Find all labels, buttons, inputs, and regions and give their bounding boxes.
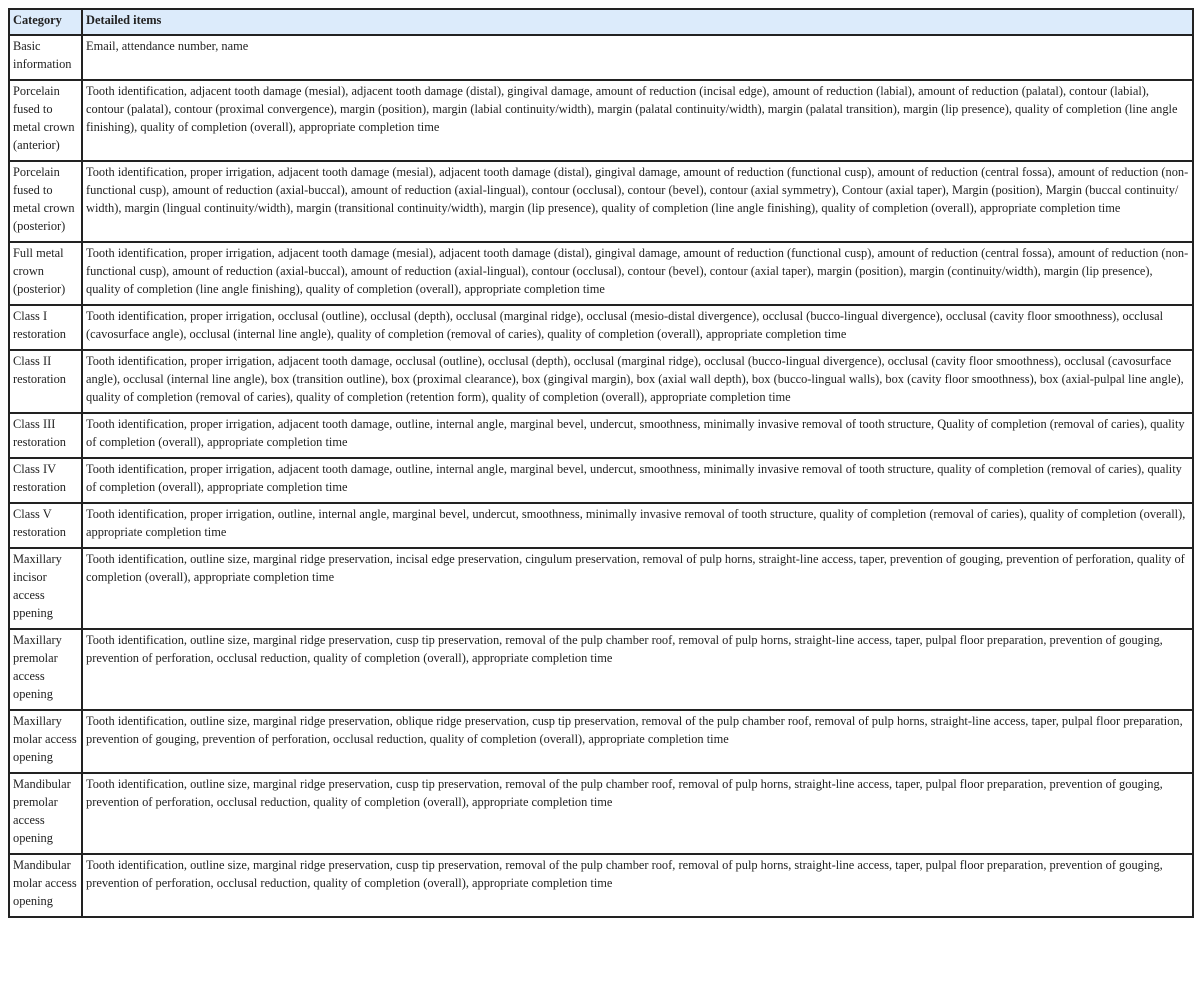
table-row	[9, 854, 1193, 917]
table-row	[9, 35, 1193, 80]
table-row	[9, 80, 1193, 161]
row-items: Tooth identification, adjacent tooth damage (mesial), adjacent tooth damage (distal), gingival damage, amount of reduction (incisal edge), amount of reduction (labial), amount of reduction (palatal), contour (labial), contour (palatal), contour (proximal convergence), margin (position), margin (labial continuity/width), margin (palatal continuity/width), margin (palatal transition), margin (lip presence), quality of completion (line angle finishing), quality of completion (overall), appropriate completion time	[82, 80, 1193, 161]
row-items: Tooth identification, proper irrigation, adjacent tooth damage (mesial), adjacent tooth damage (distal), gingival damage, amount of reduction (functional cusp), amount of reduction (central fossa), amount of reduction (non-functional cusp), amount of reduction (axial-buccal), amount of reduction (axial-lingual), contour (occlusal), contour (bevel), contour (axial taper), margin (position), margin (continuity/width), margin (lip presence), quality of completion (line angle finishing), quality of completion (overall), appropriate completion time	[82, 242, 1193, 305]
row-category: Class III restoration	[9, 413, 82, 458]
row-items: Tooth identification, proper irrigation, adjacent tooth damage, outline, internal angle, marginal bevel, undercut, smoothness, minimally invasive removal of tooth structure, Quality of completion (removal of caries), quality of completion (overall), appropriate completion time	[82, 413, 1193, 458]
row-items: Tooth identification, outline size, marginal ridge preservation, incisal edge preservation, cingulum preservation, removal of pulp horns, straight-line access, taper, prevention of gouging, prevention of perforation, quality of completion (overall), appropriate completion time	[82, 548, 1193, 629]
row-category: Mandibular premolar access opening	[9, 773, 82, 854]
table-row	[9, 773, 1193, 854]
row-items: Tooth identification, proper irrigation, occlusal (outline), occlusal (depth), occlusal (marginal ridge), occlusal (mesio-distal divergence), occlusal (bucco-lingual divergence), occlusal (cavity floor smoothness), occlusal (cavosurface angle), occlusal (internal line angle), quality of completion (removal of caries), quality of completion (overall), appropriate completion time	[82, 305, 1193, 350]
document-page	[8, 8, 1192, 918]
row-items: Email, attendance number, name	[82, 35, 1193, 80]
evaluation-items-table	[8, 8, 1194, 918]
row-items: Tooth identification, outline size, marginal ridge preservation, cusp tip preservation, removal of the pulp chamber roof, removal of pulp horns, straight-line access, taper, pulpal floor preparation, prevention of gouging, prevention of perforation, occlusal reduction, quality of completion (overall), appropriate completion time	[82, 854, 1193, 917]
table-row	[9, 503, 1193, 548]
row-category: Class IV restoration	[9, 458, 82, 503]
table-row	[9, 458, 1193, 503]
row-category: Maxillary premolar access opening	[9, 629, 82, 710]
row-category: Class V restoration	[9, 503, 82, 548]
row-items: Tooth identification, outline size, marginal ridge preservation, cusp tip preservation, removal of the pulp chamber roof, removal of pulp horns, straight-line access, taper, pulpal floor preparation, prevention of gouging, prevention of perforation, occlusal reduction, quality of completion (overall), appropriate completion time	[82, 629, 1193, 710]
row-items: Tooth identification, outline size, marginal ridge preservation, cusp tip preservation, removal of the pulp chamber roof, removal of pulp horns, straight-line access, taper, pulpal floor preparation, prevention of gouging, prevention of perforation, occlusal reduction, quality of completion (overall), appropriate completion time	[82, 773, 1193, 854]
table-row	[9, 413, 1193, 458]
table-row	[9, 350, 1193, 413]
table-row	[9, 305, 1193, 350]
row-category: Class I restoration	[9, 305, 82, 350]
row-items: Tooth identification, proper irrigation, adjacent tooth damage (mesial), adjacent tooth damage (distal), gingival damage, amount of reduction (functional cusp), amount of reduction (central fossa), amount of reduction (non-functional cusp), amount of reduction (axial-buccal), amount of reduction (axial-lingual), contour (occlusal), contour (bevel), contour (axial symmetry), Contour (axial taper), Margin (position), Margin (buccal continuity/ width), margin (lingual continuity/width), margin (transitional continuity/width), margin (lip presence), quality of completion (line angle finishing), quality of completion (overall), appropriate completion time	[82, 161, 1193, 242]
table-row	[9, 242, 1193, 305]
row-category: Basic information	[9, 35, 82, 80]
table-row	[9, 710, 1193, 773]
header-category: Category	[9, 9, 82, 35]
row-category: Maxillary incisor access ppening	[9, 548, 82, 629]
row-category: Mandibular molar access opening	[9, 854, 82, 917]
table-row	[9, 629, 1193, 710]
row-category: Class II restoration	[9, 350, 82, 413]
row-category: Full metal crown (posterior)	[9, 242, 82, 305]
row-category: Porcelain fused to metal crown (posterior)	[9, 161, 82, 242]
row-items: Tooth identification, proper irrigation, adjacent tooth damage, outline, internal angle, marginal bevel, undercut, smoothness, minimally invasive removal of tooth structure, quality of completion (removal of caries), quality of completion (overall), appropriate completion time	[82, 458, 1193, 503]
row-items: Tooth identification, outline size, marginal ridge preservation, oblique ridge preservation, cusp tip preservation, removal of the pulp chamber roof, removal of pulp horns, straight-line access, taper, pulpal floor preparation, prevention of gouging, prevention of perforation, occlusal reduction, quality of completion (overall), appropriate completion time	[82, 710, 1193, 773]
table-row	[9, 548, 1193, 629]
row-items: Tooth identification, proper irrigation, adjacent tooth damage, occlusal (outline), occlusal (depth), occlusal (marginal ridge), occlusal (bucco-lingual divergence), occlusal (cavity floor smoothness), occlusal (cavosurface angle), occlusal (internal line angle), box (transition outline), box (proximal clearance), box (gingival margin), box (axial wall depth), box (bucco-lingual walls), box (cavity floor smoothness), box (axial-pulpal line angle), quality of completion (removal of caries), quality of completion (retention form), quality of completion (overall), appropriate completion time	[82, 350, 1193, 413]
table-row	[9, 161, 1193, 242]
header-detailed-items: Detailed items	[82, 9, 1193, 35]
row-category: Porcelain fused to metal crown (anterior)	[9, 80, 82, 161]
row-items: Tooth identification, proper irrigation, outline, internal angle, marginal bevel, undercut, smoothness, minimally invasive removal of tooth structure, quality of completion (removal of caries), quality of completion (overall), appropriate completion time	[82, 503, 1193, 548]
row-category: Maxillary molar access opening	[9, 710, 82, 773]
table-header-row	[9, 9, 1193, 35]
